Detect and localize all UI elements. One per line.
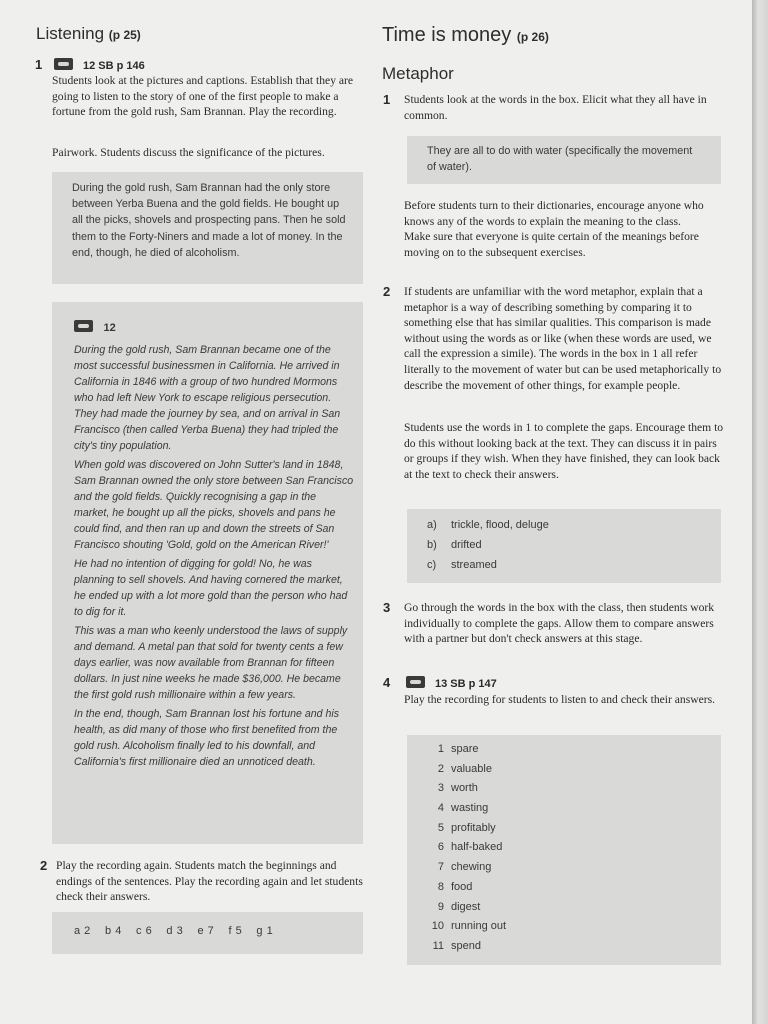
instruction-text: Play the recording again. Students match the beginnings and endings of the sentences. Play the recording again and let students check their answers.: [56, 859, 363, 904]
list-item: 2 valuable: [437, 762, 492, 775]
item-number: 1: [35, 57, 43, 72]
instruction-text: Students look at the pictures and captions. Establish that they are going to listen to the story of one of the first people to make a fortune from the gold rush, Sam Brannan. Play the recording.: [52, 74, 354, 119]
tapescript-paragraph: When gold was discovered on John Sutter's land in 1848, Sam Brannan owned the only store between San Francisco and the gold fields. Quickly recognising a gap in the market, he bought up all the picks, shovels and pans he could find, and then ran up and down the streets of San Francisco shouting 'Gold, gold on the American River!': [74, 459, 354, 551]
list-item: 5 profitably: [437, 821, 496, 834]
tape-ref-label: 12 SB p 146: [83, 60, 145, 72]
tapescript-ref: 12: [103, 322, 116, 334]
tape-ref-label: 13 SB p 147: [435, 678, 497, 690]
list-item: 11 spend: [432, 939, 481, 952]
answer-box: [52, 172, 363, 284]
instruction-text: If students are unfamiliar with the word metaphor, explain that a metaphor is a way of describing something by comparing it to something else that has similar qualities. This comparison is made without using the words as or like (when these words are used, we call the expression a simile). The words in the box in 1 all refer literally to the movement of water but can be used metaphorically to describe the movement of other things, for example people.: [404, 285, 722, 392]
section-page-ref: (p 26): [516, 30, 549, 44]
item-number: 1: [383, 92, 391, 107]
tapescript-body: [74, 342, 354, 773]
tapescript-paragraph: During the gold rush, Sam Brannan became one of the most successful businessmen in California. He arrived in California in 1846 with a group of two hundred Mormons who had left New York to escape religious persecution. They had made the journey by sea, and on arrival in San Francisco (then called Yerba Buena) they had tripled the city's tiny population.: [74, 344, 341, 452]
section-title-time-is-money: [382, 24, 549, 47]
tape-reference: [406, 674, 497, 692]
body-text: Students use the words in 1 to complete the gaps. Encourage them to do this without looking back at the text. They can discuss it in pairs or groups if they wish. When they have finished, they can look back at the text to check their answers.: [404, 421, 724, 481]
subsection-title: Metaphor: [382, 64, 454, 83]
tapescript-box: [52, 302, 363, 844]
list-item: 8 food: [437, 880, 473, 893]
list-item: 3 worth: [437, 782, 478, 795]
pairwork-text: Pairwork. Students discuss the significance of the pictures.: [52, 146, 325, 159]
list-item: c) streamed: [427, 559, 497, 571]
cassette-icon: [54, 58, 73, 70]
cassette-icon: [406, 676, 425, 688]
answer-box-text: They are all to do with water (specifically the movement of water).: [427, 145, 693, 173]
tape-reference: [54, 56, 145, 74]
answers-line: a 2 b 4 c 6 d 3 e 7 f 5 g 1: [74, 925, 274, 937]
list-item: 7 chewing: [437, 861, 492, 874]
answer-box: [407, 735, 721, 965]
answer-box: [52, 912, 363, 954]
instruction-text: Go through the words in the box with the class, then students work individually to complete the gaps. Allow them to compare answers with a partner but don't check answers at this stage.: [404, 601, 715, 646]
list-item: a) trickle, flood, deluge: [427, 519, 549, 531]
tapescript-paragraph: This was a man who keenly understood the laws of supply and demand. A metal pan that sold for twenty cents a few days earlier, was now available from Brannan for fifteen dollars. In just nine weeks he made $36,000. He became the first gold rush millionaire within a few years.: [74, 625, 348, 701]
item-number: 4: [383, 675, 391, 690]
item-number: 3: [383, 600, 391, 615]
list-item: 10 running out: [431, 920, 507, 933]
answer-box-text: During the gold rush, Sam Brannan had the only store between Yerba Buena and the gold fields. He bought up all the picks, shovels and prospecting pans. Then he sold them to the Forty-Niners and made a lot of money. In the end, though, he died of alcoholism.: [72, 182, 346, 259]
page-edge: [752, 0, 768, 1024]
body-text: Before students turn to their dictionaries, encourage anyone who knows any of the words to explain the meaning to the class. Make sure that everyone is quite certain of the meanings before moving on to the subsequent exercises.: [404, 199, 704, 259]
section-page-ref: (p 25): [108, 28, 141, 42]
cassette-icon: [74, 320, 93, 332]
tapescript-paragraph: In the end, though, Sam Brannan lost his fortune and his health, as did many of those who first benefited from the gold rush. Alcoholism finally led to his downfall, and California's first millionaire died an unnoticed death.: [74, 708, 340, 768]
instruction-text: Play the recording for students to listen to and check their answers.: [404, 693, 716, 706]
instruction-text: Students look at the words in the box. Elicit what they all have in common.: [404, 93, 707, 122]
item-number: 2: [40, 858, 48, 873]
list-item: 1 spare: [437, 743, 479, 755]
section-title-text: Time is money: [382, 24, 512, 46]
section-title-listening: [36, 24, 141, 44]
answer-box: [407, 136, 721, 184]
list-item: 6 half-baked: [437, 841, 503, 854]
list-item: 9 digest: [437, 900, 481, 913]
tapescript-header: [74, 318, 116, 336]
tapescript-paragraph: He had no intention of digging for gold! No, he was planning to sell shovels. And having cornered the market, he ended up with a lot more gold than the person who had to dig for it.: [74, 558, 348, 618]
item-number: 2: [383, 284, 391, 299]
list-item: b) drifted: [427, 539, 482, 551]
answer-list: [407, 735, 721, 957]
list-item: 4 wasting: [437, 802, 489, 815]
answer-box: [407, 509, 721, 583]
answer-list: [407, 509, 721, 575]
section-title-text: Listening: [36, 24, 105, 43]
